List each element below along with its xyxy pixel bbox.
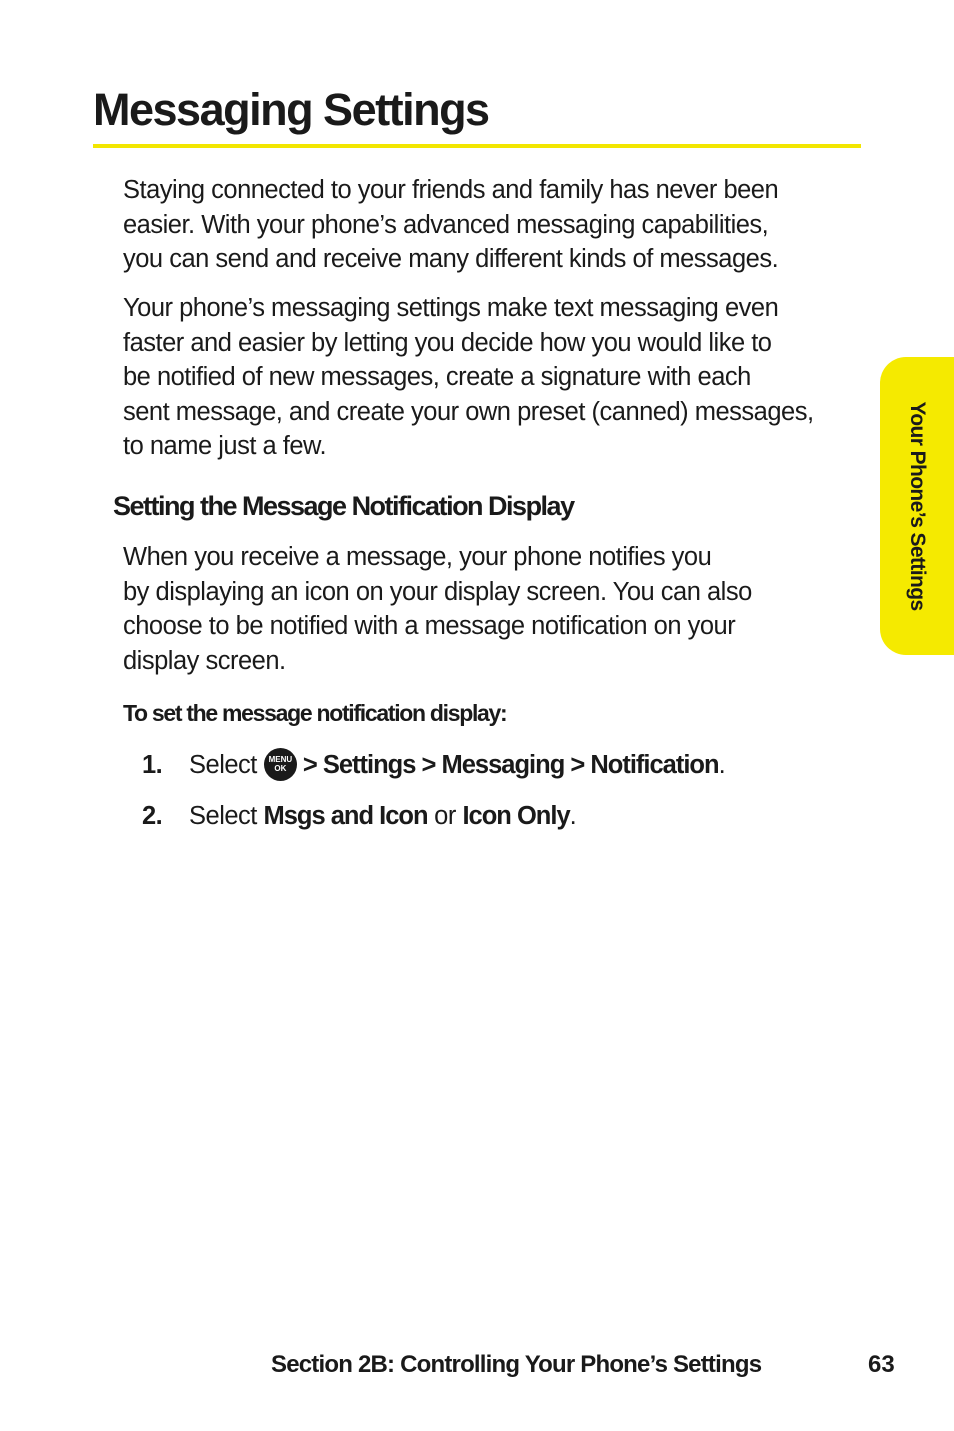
step-text: . [718,751,726,779]
step-text: or [434,802,456,830]
intro-paragraph-2 [123,291,868,464]
icon-label: OK [274,763,287,773]
step-number: 1. [142,751,163,779]
text-line: by displaying an icon on your display screen. You can also [123,577,752,606]
intro-paragraph-1 [123,173,868,277]
procedure-label: To set the message notification display: [123,700,507,726]
text-line: you can send and receive many different kinds of messages. [123,245,779,274]
option-icon-only: Icon Only [462,802,570,830]
page-title: Messaging Settings [93,84,489,135]
text-line: When you receive a message, your phone notifies you [123,543,712,571]
text-line: sent message, and create your own preset (canned) messages, [123,397,814,426]
text-line: easier. With your phone’s advanced messaging capabilities, [123,210,769,239]
step-text: . [569,802,577,830]
text-line: to name just a few. [123,432,327,461]
page-number: 63 [868,1351,895,1378]
step-2 [142,799,576,833]
step-number: 2. [142,802,163,830]
icon-label: MENU [268,754,293,764]
title-underline [93,144,861,148]
side-tab-label: Your Phone’s Settings [906,401,929,611]
step-text: Select [189,751,257,779]
footer-section-label: Section 2B: Controlling Your Phone’s Settings [271,1351,762,1378]
section-heading: Setting the Message Notification Display [113,491,574,521]
text-line: Staying connected to your friends and family has never been [123,176,779,204]
menu-ok-key-icon [264,748,297,781]
menu-path: > Settings > Messaging > Notification [302,751,719,779]
text-line: faster and easier by letting you decide how you would like to [123,328,772,357]
text-line: choose to be notified with a message notification on your [123,612,736,641]
option-msgs-and-icon: Msgs and Icon [263,802,428,830]
text-line: display screen. [123,646,286,675]
text-line: Your phone’s messaging settings make text messaging even [123,294,779,322]
text-line: be notified of new messages, create a signature with each [123,363,751,392]
step-1 [142,748,725,782]
section-paragraph [123,540,868,678]
step-text: Select [189,802,257,830]
